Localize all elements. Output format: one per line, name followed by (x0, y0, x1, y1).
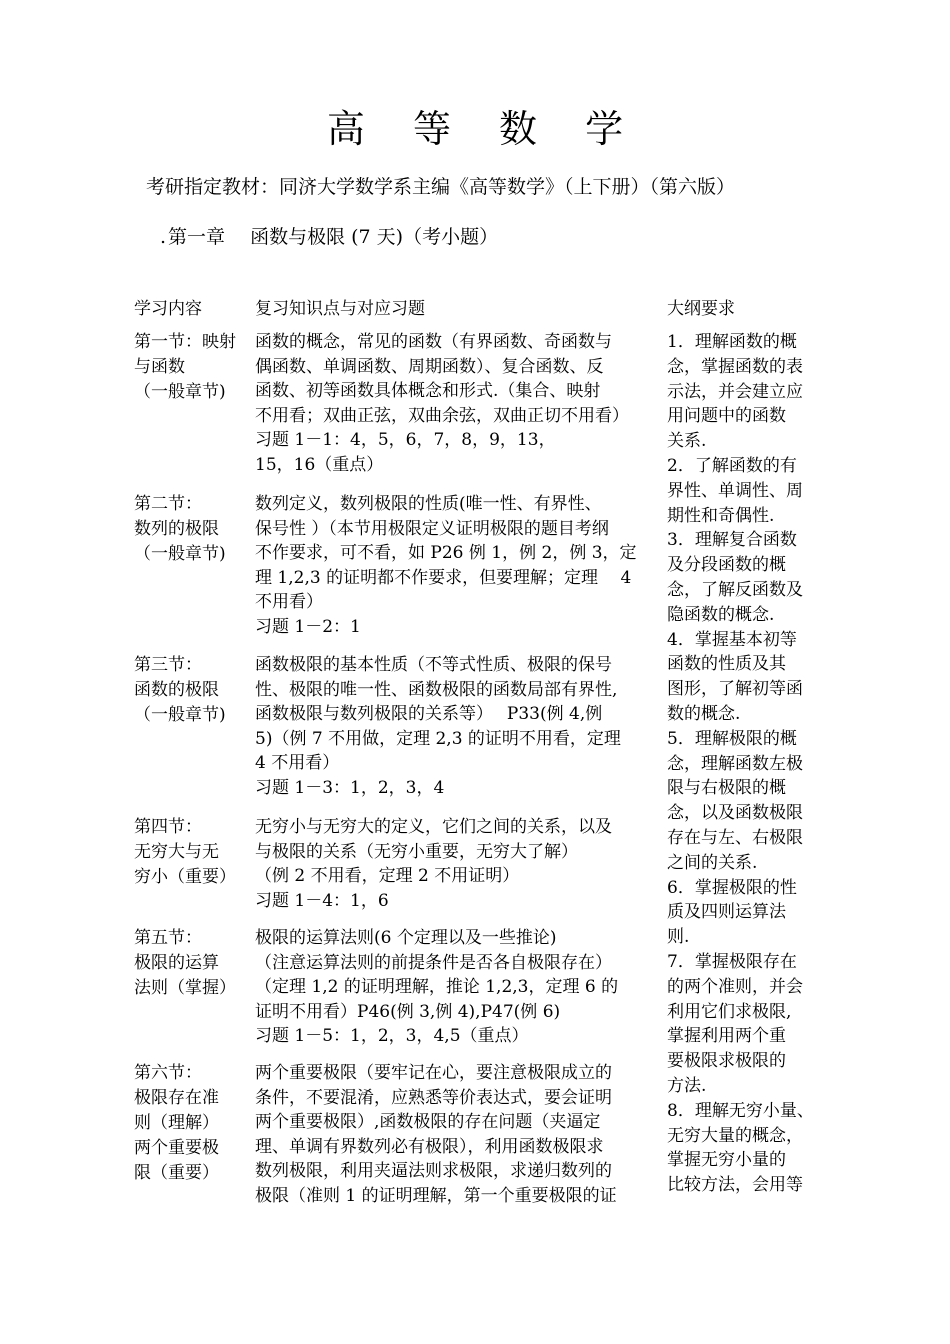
section-title-line: 无穷大与无 (134, 842, 219, 862)
content-line: 数列定义，数列极限的性质(唯一性、有界性、 (255, 494, 602, 514)
requirement-line: 用问题中的函数 (667, 406, 786, 427)
section-5-title (134, 926, 252, 1001)
requirement-line: 6．掌握极限的性 (667, 877, 797, 898)
content-line: 保号性 ）（本节用极限定义证明极限的题目考纲 (255, 518, 609, 539)
requirement-line: 之间的关系. (667, 852, 758, 873)
requirement-line: 界性、单调性、周 (667, 480, 803, 501)
content-line: 函数的概念，常见的函数（有界函数、奇函数与 (255, 332, 612, 352)
section-title-line: 极限的运算 (134, 953, 219, 973)
section-title-line: （一般章节) (134, 382, 226, 402)
section-title-line: 第三节： (134, 655, 202, 675)
section-2-content (255, 492, 660, 639)
section-title-line: 与函数 (134, 357, 185, 377)
requirement-line: 念，理解函数左极 (667, 753, 803, 774)
section-title-line: 限（重要） (134, 1163, 219, 1183)
column-header-knowledge-points: 复习知识点与对应习题 (255, 299, 425, 319)
requirement-line: 念，了解反函数及 (667, 579, 803, 600)
requirement-line: 念，以及函数极限 (667, 803, 803, 824)
content-line: 函数、初等函数具体概念和形式.（集合、映射 (255, 381, 601, 401)
content-line: 两个重要极限（要牢记在心，要注意极限成立的 (255, 1063, 612, 1083)
section-3-title (134, 653, 252, 728)
section-title-line: 第二节： (134, 494, 202, 514)
content-line: 15，16（重点） (255, 454, 384, 475)
content-line: 5)（例 7 不用做，定理 2,3 的证明不用看，定理 (255, 728, 621, 749)
text-cursor-mark: . (160, 226, 167, 248)
content-line: 极限的运算法则(6 个定理以及一些推论) (255, 928, 557, 948)
content-line: 不用看） (255, 592, 323, 612)
requirement-line: 3．理解复合函数 (667, 530, 797, 551)
content-line: 数列极限，利用夹逼法则求极限，求递归数列的 (255, 1161, 612, 1181)
content-line: 理、单调有界数列必有极限），利用函数极限求 (255, 1136, 604, 1157)
requirement-line: 念，掌握函数的表 (667, 356, 803, 377)
requirement-line: 数的概念. (667, 703, 741, 724)
section-6-content (255, 1061, 660, 1208)
section-4-title (134, 815, 252, 890)
section-title-line: 第五节： (134, 928, 202, 948)
content-line: （定理 1,2 的证明理解，推论 1,2,3，定理 6 的 (255, 977, 619, 997)
section-title-line: （一般章节) (134, 544, 226, 564)
content-line: 不作要求，可不看，如 P26 例 1，例 2，例 3，定 (255, 543, 637, 563)
requirement-line: 限与右极限的概 (667, 778, 786, 799)
section-title-line: 两个重要极 (134, 1138, 219, 1158)
requirement-line: 比较方法，会用等 (667, 1175, 803, 1196)
requirement-line: 5．理解极限的概 (667, 728, 797, 749)
section-title-line: 则（理解） (134, 1113, 219, 1133)
requirement-line: 隐函数的概念. (667, 604, 775, 625)
requirement-line: 4．掌握基本初等 (667, 629, 797, 650)
requirement-line: 1．理解函数的概 (667, 332, 797, 352)
section-2-title (134, 492, 252, 567)
requirement-line: 则. (667, 927, 690, 948)
document-title: 高 等 数 学 (326, 107, 642, 151)
requirement-line: 无穷大量的概念， (667, 1125, 803, 1146)
content-line: 函数极限的基本性质（不等式性质、极限的保号 (255, 655, 612, 675)
section-title-line: 极限存在准 (134, 1088, 219, 1108)
section-1-title (134, 330, 252, 405)
column-header-syllabus: 大纲要求 (667, 299, 735, 319)
textbook-line: 考研指定教材：同济大学数学系主编《高等数学》（上下册）（第六版） (146, 176, 736, 198)
requirement-line: 图形，了解初等函 (667, 679, 803, 700)
content-line: 与极限的关系（无穷小重要，无穷大了解） (255, 841, 578, 862)
requirement-line: 存在与左、右极限 (667, 827, 803, 848)
content-line: 习题 1－5：1，2，3，4,5（重点） (255, 1026, 529, 1046)
content-line: 不用看；双曲正弦，双曲余弦，双曲正切不用看） (255, 405, 629, 426)
section-title-line: 第六节： (134, 1063, 202, 1083)
section-title-line: 第四节： (134, 817, 202, 837)
requirement-line: 关系. (667, 431, 707, 452)
content-line: 极限（准则 1 的证明理解，第一个重要极限的证 (255, 1185, 617, 1206)
requirement-line: 的两个准则，并会 (667, 976, 803, 997)
content-line: 偶函数、单调函数、周期函数）、复合函数、反 (255, 356, 604, 377)
content-line: 性、极限的唯一性、函数极限的函数局部有界性, (255, 679, 618, 700)
requirement-line: 期性和奇偶性. (667, 505, 775, 526)
content-line: 理 1,2,3 的证明都不作要求，但要理解；定理 4 (255, 567, 632, 588)
requirement-line: 要极限求极限的 (667, 1051, 786, 1072)
requirement-line: 方法. (667, 1075, 707, 1096)
section-title-line: 数列的极限 (134, 519, 219, 539)
column-header-study-content: 学习内容 (134, 299, 202, 319)
content-line: 证明不用看）P46(例 3,例 4),P47(例 6) (255, 1001, 561, 1022)
requirement-line: 8．理解无穷小量、 (667, 1100, 814, 1121)
content-line: 习题 1－2：1 (255, 616, 361, 637)
requirement-line: 2．了解函数的有 (667, 455, 797, 476)
requirement-line: 掌握利用两个重 (667, 1026, 786, 1047)
requirement-line: 掌握无穷小量的 (667, 1150, 786, 1171)
section-title-line: 函数的极限 (134, 680, 219, 700)
syllabus-requirements (667, 330, 817, 1198)
content-line: 4 不用看） (255, 753, 340, 773)
content-line: （注意运算法则的前提条件是否各自极限存在） (255, 952, 612, 973)
requirement-line: 函数的性质及其 (667, 654, 786, 675)
section-4-content (255, 815, 660, 913)
section-title-line: 穷小（重要） (134, 867, 236, 887)
content-line: 条件，不要混淆，应熟悉等价表达式，要会证明 (255, 1087, 612, 1108)
requirement-line: 7．掌握极限存在 (667, 951, 797, 972)
requirement-line: 利用它们求极限, (667, 1001, 792, 1022)
section-3-content (255, 653, 660, 800)
requirement-line: 质及四则运算法 (667, 902, 786, 923)
content-line: 习题 1－4：1，6 (255, 890, 389, 911)
content-line: 习题 1－3：1，2，3，4 (255, 777, 445, 798)
content-line: 习题 1－1：4，5，6，7，8，9，13， (255, 430, 556, 450)
chapter-heading-text: 第一章 函数与极限 (7 天)（考小题） (168, 226, 499, 248)
chapter-heading (160, 222, 498, 249)
content-line: 两个重要极限）,函数极限的存在问题（夹逼定 (255, 1112, 601, 1132)
section-5-content (255, 926, 660, 1049)
section-title-line: 法则（掌握） (134, 978, 236, 998)
section-6-title (134, 1061, 252, 1186)
requirement-line: 及分段函数的概 (667, 555, 786, 576)
content-line: 无穷小与无穷大的定义，它们之间的关系，以及 (255, 817, 612, 837)
requirement-line: 示法，并会建立应 (667, 381, 803, 402)
section-1-content (255, 330, 660, 477)
content-line: 函数极限与数列极限的关系等） P33(例 4,例 (255, 704, 603, 724)
section-title-line: 第一节：映射 (134, 332, 236, 352)
content-line: （例 2 不用看，定理 2 不用证明） (255, 866, 520, 886)
section-title-line: （一般章节) (134, 705, 226, 725)
